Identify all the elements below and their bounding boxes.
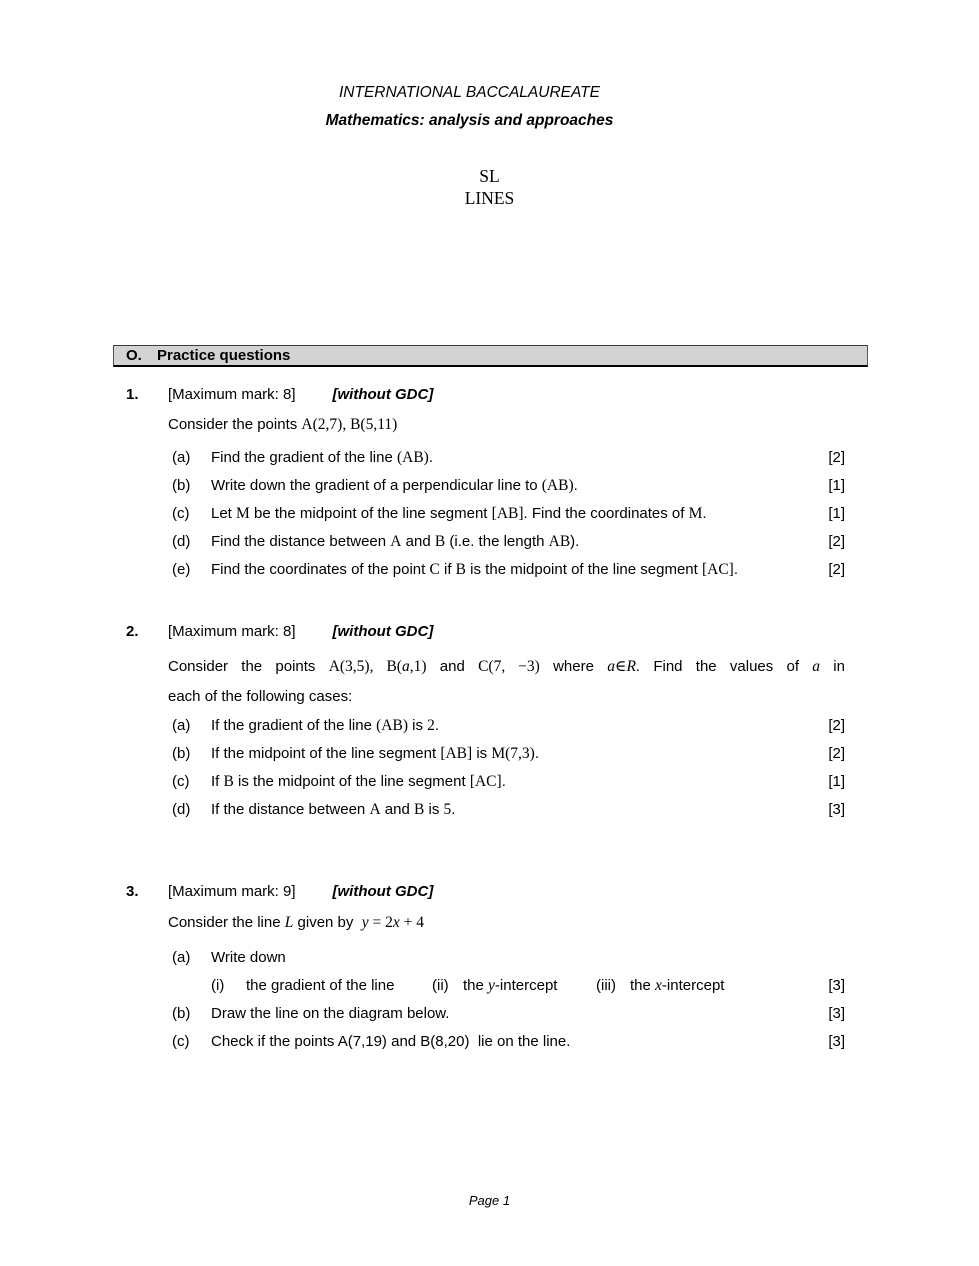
document-subtitle: [0, 165, 979, 209]
question-2: [126, 622, 845, 824]
item-marks: [805, 944, 845, 972]
topic-label: LINES: [464, 188, 515, 208]
question-3: [126, 882, 845, 1056]
item-label: (d): [172, 801, 191, 818]
sub-item-label: (i): [211, 977, 225, 994]
item-row-a: [172, 712, 845, 740]
question-intro: [168, 912, 845, 934]
item-label: (d): [172, 533, 191, 550]
page-number: Page 1: [468, 1193, 511, 1208]
question-intro: [168, 652, 845, 712]
item-row-d: [172, 528, 845, 556]
item-label: (e): [172, 561, 191, 578]
item-text: Check if the points A(7,19) and B(8,20) lie on the line.: [211, 1033, 571, 1050]
max-mark-label: [Maximum mark: 8]: [168, 623, 296, 640]
item-row-a-sub: [172, 972, 845, 1000]
item-text: Write down the gradient of a perpendicular line to (AB).: [211, 477, 578, 494]
item-label: (b): [172, 745, 191, 762]
item-row-a: [172, 944, 845, 972]
sub-item-text: the gradient of the line: [246, 977, 395, 994]
item-label: (a): [172, 949, 191, 966]
question-items: [172, 712, 845, 824]
question-number: 3.: [126, 883, 139, 900]
max-mark-label: [Maximum mark: 8]: [168, 386, 296, 403]
item-row-c: [172, 1028, 845, 1056]
question-heading: [126, 622, 845, 642]
item-marks: [3]: [828, 977, 845, 994]
max-mark-label: [Maximum mark: 9]: [168, 883, 296, 900]
item-marks: [2]: [828, 533, 845, 550]
item-marks: [2]: [828, 561, 845, 578]
page-footer: [0, 1192, 979, 1210]
item-marks: [3]: [828, 1033, 845, 1050]
item-text: Find the distance between A and B (i.e. the length AB).: [211, 533, 580, 550]
item-row-c: [172, 768, 845, 796]
gdc-label: [without GDC]: [332, 623, 434, 640]
item-label: (c): [172, 773, 190, 790]
intro-line: Consider the line L given by y = 2x + 4: [168, 914, 425, 931]
section-title: Practice questions: [157, 347, 291, 364]
intro-line: each of the following cases:: [168, 688, 353, 705]
question-number: 1.: [126, 386, 139, 403]
item-marks: [1]: [828, 773, 845, 790]
item-label: (b): [172, 477, 191, 494]
sub-item-iii: [596, 972, 805, 1000]
item-text: Let M be the midpoint of the line segment [AB]. Find the coordinates of M.: [211, 505, 707, 522]
item-text: If the distance between A and B is 5.: [211, 801, 456, 818]
item-label: (c): [172, 1033, 190, 1050]
item-marks: [3]: [828, 1005, 845, 1022]
item-text: Find the gradient of the line (AB).: [211, 449, 433, 466]
item-text: If the gradient of the line (AB) is 2.: [211, 717, 440, 734]
document-header: [0, 79, 979, 135]
item-text: If B is the midpoint of the line segment [AC].: [211, 773, 506, 790]
sub-item-ii: [432, 972, 596, 1000]
item-row-a: [172, 444, 845, 472]
intro-line: Consider the points A(2,7), B(5,11): [168, 416, 398, 433]
item-text: Write down: [211, 949, 286, 966]
item-marks: [2]: [828, 745, 845, 762]
sub-item-label: (ii): [432, 977, 449, 994]
item-row-d: [172, 796, 845, 824]
item-row-b: [172, 740, 845, 768]
item-label: (b): [172, 1005, 191, 1022]
item-label: [172, 972, 211, 1000]
gdc-label: [without GDC]: [332, 386, 434, 403]
item-marks: [1]: [828, 505, 845, 522]
question-number: 2.: [126, 623, 139, 640]
gdc-label: [without GDC]: [332, 883, 434, 900]
roman-sub-line: [211, 972, 805, 1000]
section-number: O.: [126, 347, 142, 364]
item-text: Draw the line on the diagram below.: [211, 1005, 450, 1022]
question-items: [172, 944, 845, 1056]
course-title: Mathematics: analysis and approaches: [325, 112, 614, 129]
sub-item-text: the x-intercept: [630, 977, 725, 994]
sub-item-i: [211, 972, 432, 1000]
item-marks: [2]: [828, 717, 845, 734]
item-label: (a): [172, 449, 191, 466]
question-intro: [168, 415, 845, 435]
item-marks: [3]: [828, 801, 845, 818]
sub-item-text: the y-intercept: [463, 977, 558, 994]
item-marks: [1]: [828, 477, 845, 494]
question-items: [172, 444, 845, 584]
level-label: SL: [479, 166, 500, 186]
section-header-bar: [113, 345, 868, 367]
item-row-c: [172, 500, 845, 528]
item-row-b: [172, 472, 845, 500]
item-text: Find the coordinates of the point C if B is the midpoint of the line segment [AC].: [211, 561, 739, 578]
sub-item-label: (iii): [596, 977, 616, 994]
item-text: If the midpoint of the line segment [AB] is M(7,3).: [211, 745, 539, 762]
item-row-b: [172, 1000, 845, 1028]
question-heading: [126, 385, 845, 405]
item-row-e: [172, 556, 845, 584]
item-label: (c): [172, 505, 190, 522]
question-1: [126, 385, 845, 584]
item-label: (a): [172, 717, 191, 734]
question-heading: [126, 882, 845, 902]
institution-title: INTERNATIONAL BACCALAUREATE: [339, 84, 600, 101]
item-marks: [2]: [828, 449, 845, 466]
intro-line: Consider the points A(3,5), B(a,1) and C(7, −3) where a∈R. Find the values of a in: [168, 658, 845, 675]
